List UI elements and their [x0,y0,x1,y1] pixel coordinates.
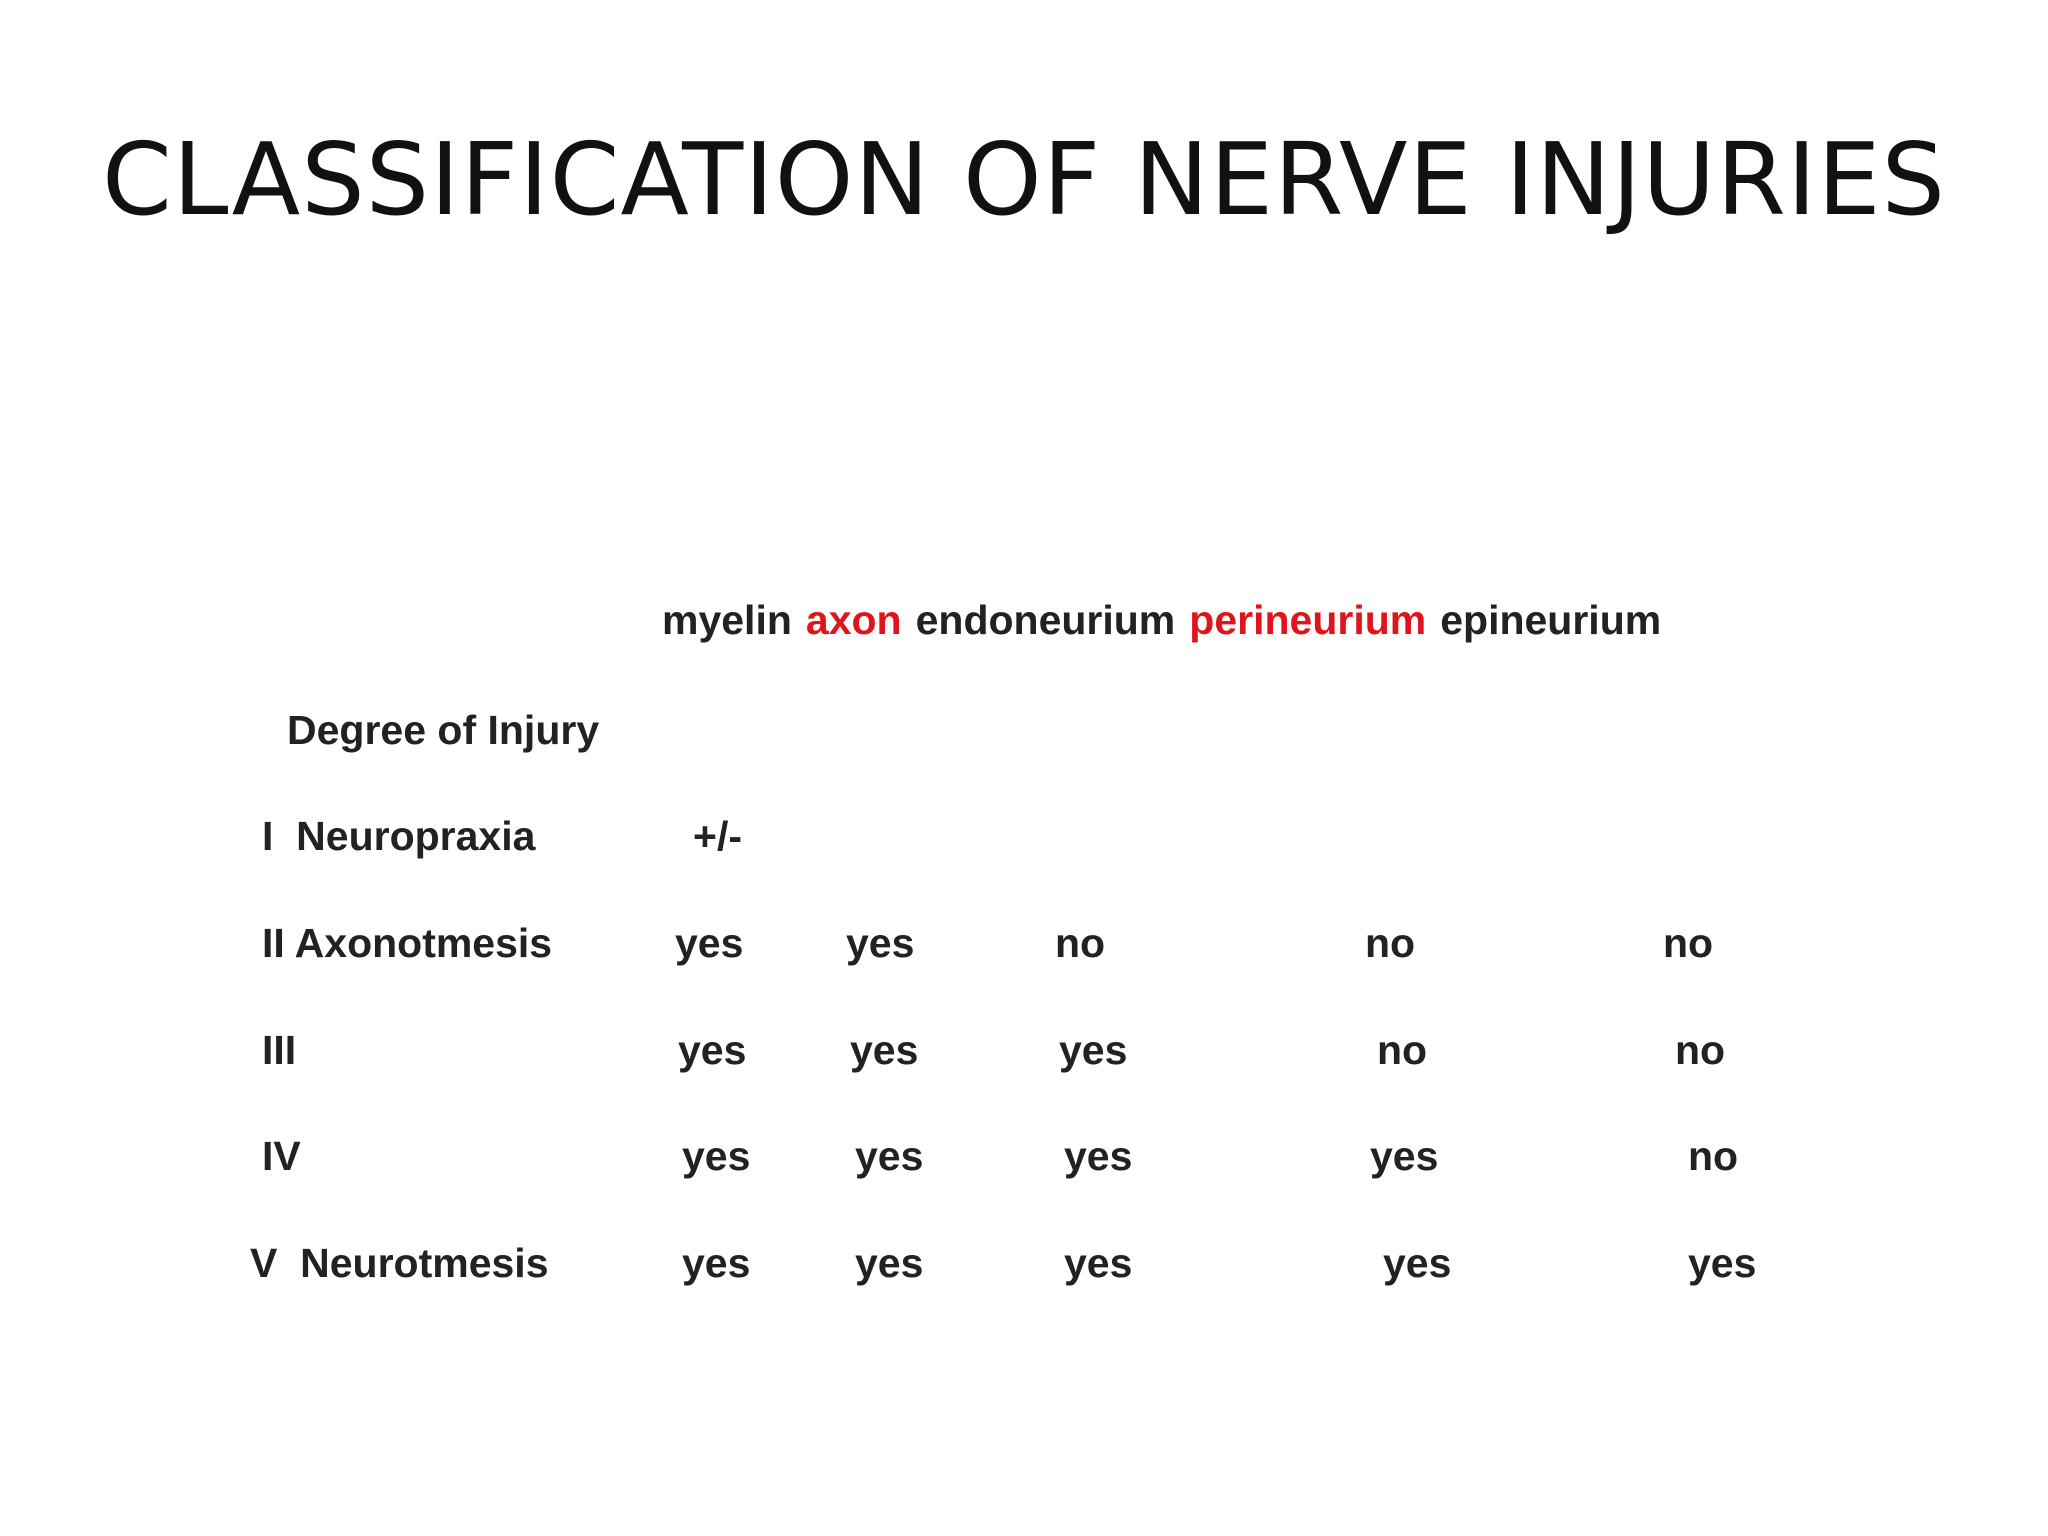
slide-title: CLASSIFICATION OF NERVE INJURIES [101,121,1947,238]
table-row [0,915,2048,971]
cell-myelin: yes [675,920,744,966]
row-label: I Neuropraxia [262,813,536,859]
cell-myelin: yes [682,1240,751,1286]
cell-epineurium: no [1688,1133,1739,1179]
row-label: V Neurotmesis [250,1240,549,1286]
cell-axon: yes [850,1027,919,1073]
cell-epineurium: no [1675,1027,1726,1073]
cell-endoneurium: no [1055,920,1106,966]
column-header-epineurium: epineurium [1440,597,1662,643]
cell-axon: yes [855,1240,924,1286]
cell-myelin: yes [678,1027,747,1073]
cell-myelin: yes [682,1133,751,1179]
cell-perineurium: no [1365,920,1416,966]
table-row [0,1022,2048,1078]
cell-myelin: +/- [693,813,742,859]
cell-endoneurium: yes [1059,1027,1128,1073]
row-label: IV [262,1133,301,1179]
cell-epineurium: no [1663,920,1714,966]
row-label: III [262,1027,297,1073]
column-header-endoneurium: endoneurium [915,597,1176,643]
row-header-degree-of-injury: Degree of Injury [287,707,600,753]
cell-perineurium: no [1377,1027,1428,1073]
cell-endoneurium: yes [1064,1240,1133,1286]
table-row [0,1235,2048,1291]
cell-axon: yes [846,920,915,966]
cell-endoneurium: yes [1064,1133,1133,1179]
cell-perineurium: yes [1370,1133,1439,1179]
cell-perineurium: yes [1383,1240,1452,1286]
table-row [0,1128,2048,1184]
table-row [0,808,2048,864]
cell-axon: yes [855,1133,924,1179]
column-header-axon: axon [805,597,902,643]
column-header-perineurium: perineurium [1189,597,1427,643]
row-label: II Axonotmesis [262,920,553,966]
column-header-row [662,592,1675,648]
cell-epineurium: yes [1688,1240,1757,1286]
column-header-myelin: myelin [662,597,792,643]
